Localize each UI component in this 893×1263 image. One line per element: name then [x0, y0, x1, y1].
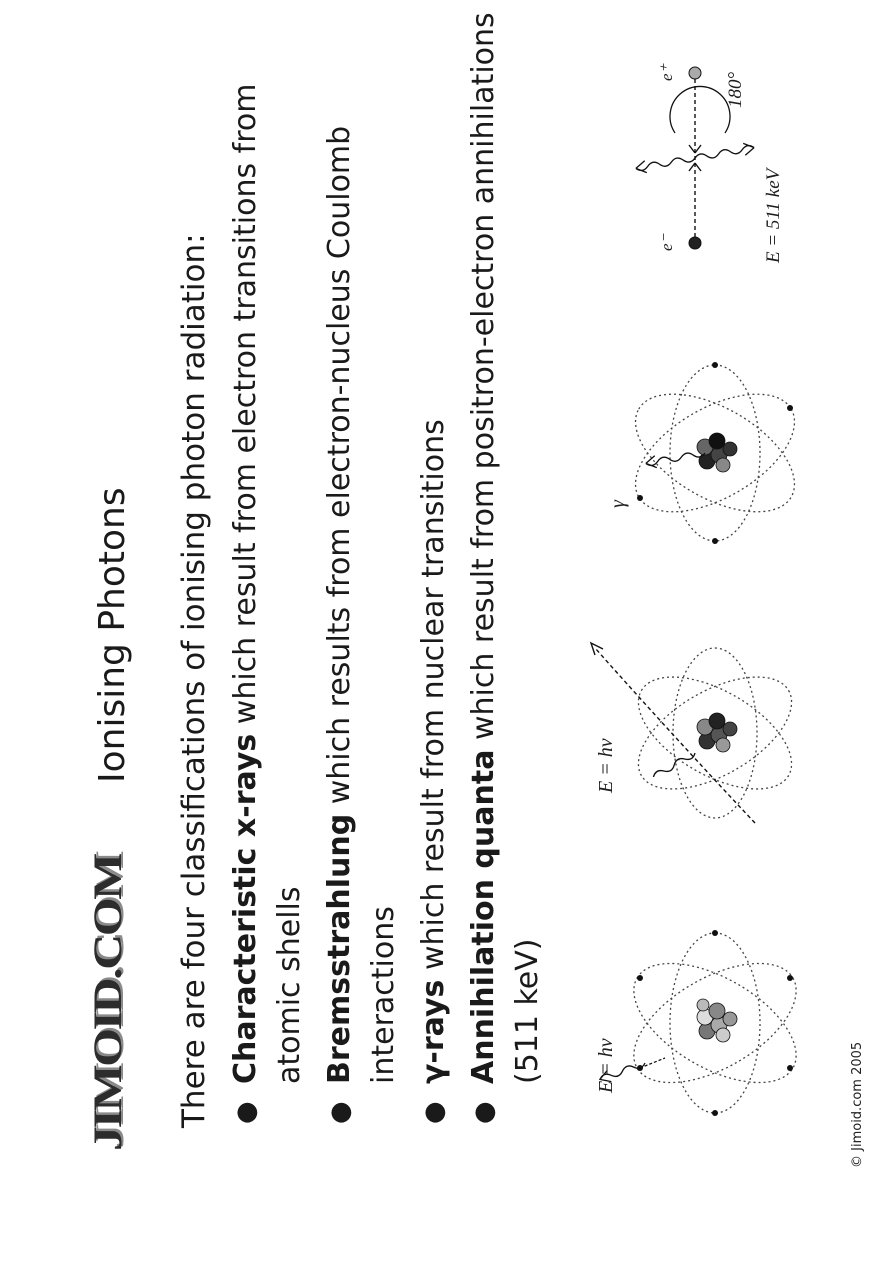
positron-label: e⁺ — [657, 64, 676, 81]
list-item — [412, 8, 456, 1128]
bullet-text: which result from positron-electron annihilations (511 keV) — [466, 12, 545, 1084]
photon-energy-label: E = hν — [595, 738, 617, 793]
bullet-text: which result from nuclear transitions — [416, 419, 451, 980]
bullet-text: which results from electron-nucleus Coulomb interactions — [322, 125, 401, 1084]
annihilation-diagram — [585, 23, 825, 273]
bullet-icon: ● — [469, 1101, 499, 1124]
photon-wave-icon — [645, 447, 706, 469]
nucleus-icon — [697, 999, 737, 1042]
bullet-term: γ-rays — [416, 979, 451, 1084]
intro-text: There are four classifications of ionising photon radiation: — [176, 233, 212, 1128]
copyright-text: © Jimoid.com 2005 — [850, 1041, 865, 1168]
list-item — [318, 8, 406, 1128]
gamma-label: γ — [607, 500, 629, 508]
angle-label: 180° — [725, 71, 746, 108]
arrow-head-icon — [591, 643, 603, 655]
page-title: Ionising Photons — [92, 487, 133, 783]
bullet-icon: ● — [325, 1101, 355, 1124]
nucleus-icon — [697, 433, 737, 472]
electron-label: e⁻ — [657, 234, 676, 251]
list-item — [462, 8, 550, 1128]
bullet-term: Annihilation quanta — [466, 749, 501, 1084]
angle-arc — [670, 86, 730, 133]
bullet-list — [224, 8, 556, 1128]
bremsstrahlung-diagram — [585, 633, 825, 833]
characteristic-xray-diagram — [585, 923, 825, 1123]
bullet-term: Bremsstrahlung — [322, 813, 357, 1084]
positron-icon — [689, 67, 701, 79]
photon-energy-label: E = hν — [595, 1038, 617, 1093]
energy-label: E = 511 keV — [763, 168, 784, 263]
bullet-icon: ● — [231, 1101, 261, 1124]
gamma-ray-diagram — [585, 353, 825, 553]
photon-wave-icon — [635, 152, 696, 174]
bullet-text: which result from electron transitions from atomic shells — [228, 83, 307, 1084]
nucleus-icon — [697, 713, 737, 752]
bullet-term: Characteristic x-rays — [228, 733, 263, 1084]
transition-arrow — [640, 1058, 665, 1068]
photon-wave-icon — [694, 142, 755, 164]
bullet-icon: ● — [419, 1101, 449, 1124]
list-item — [224, 8, 312, 1128]
electron-icon — [689, 237, 701, 249]
jimoid-logo: JIMOID.COM — [85, 855, 130, 1151]
